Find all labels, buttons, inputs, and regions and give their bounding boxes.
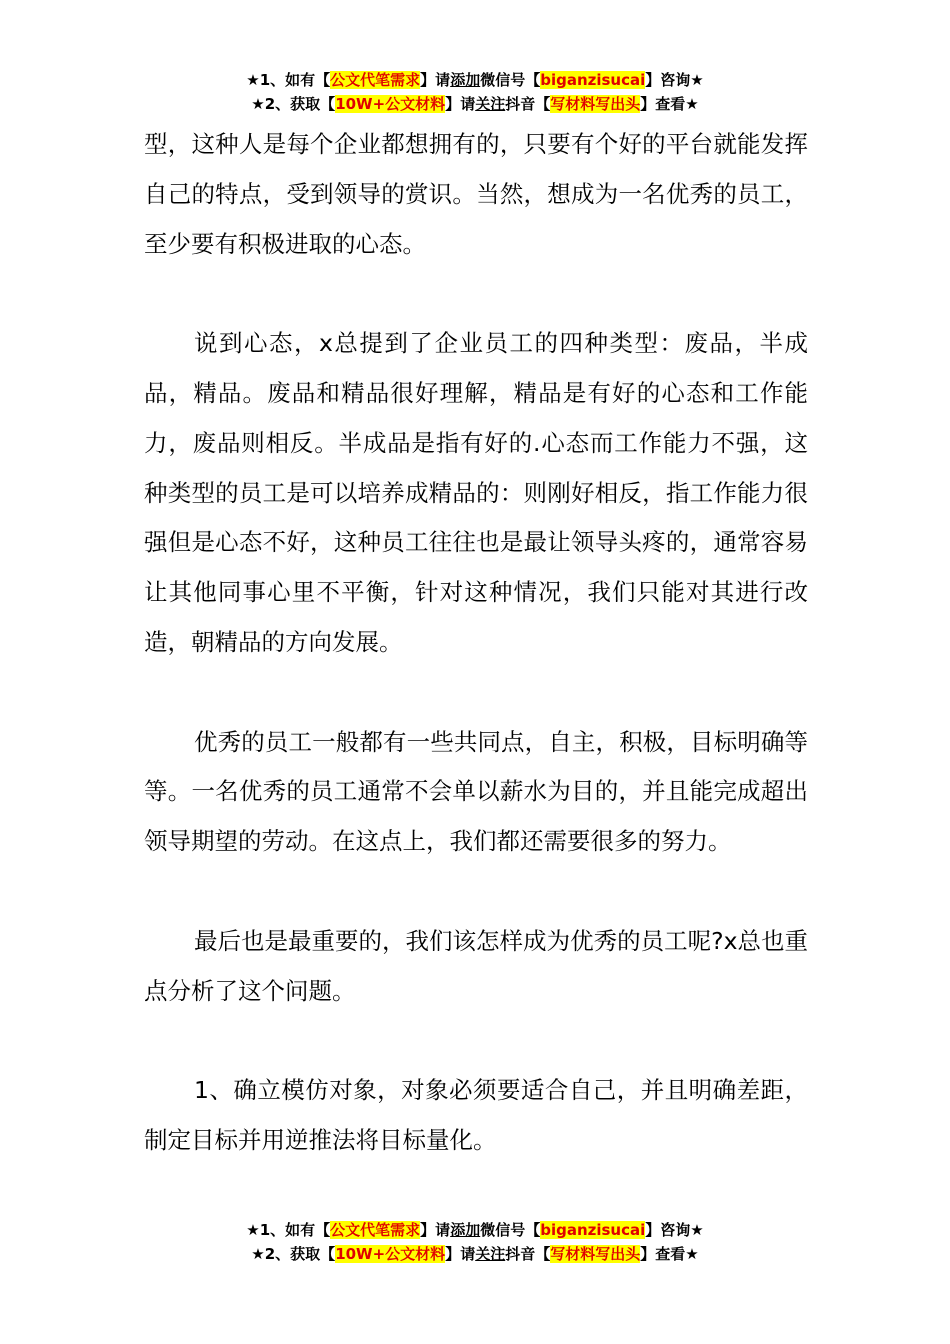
banner-line1-mid2: 微信号【 [480, 1221, 541, 1239]
banner-line-2 [0, 92, 950, 116]
banner-line2-mid2: 抖音【 [505, 95, 551, 113]
banner-line-1 [0, 1218, 950, 1242]
banner-highlight-service: 公文代笔需求 [330, 71, 421, 89]
paragraph-gap [144, 1016, 808, 1066]
document-body [144, 120, 808, 1166]
banner-line-2 [0, 1242, 950, 1266]
banner-highlight-service: 公文代笔需求 [330, 1221, 421, 1239]
footer-banner [0, 1218, 950, 1266]
banner-line1-mid1: 】请 [420, 71, 451, 89]
banner-line1-suffix: 】咨询★ [645, 1221, 704, 1239]
banner-line2-suffix: 】查看★ [640, 95, 699, 113]
paragraph-4: 最后也是最重要的，我们该怎样成为优秀的员工呢?x总也重点分析了这个问题。 [144, 926, 808, 1005]
paragraph-3: 优秀的员工一般都有一些共同点，自主，积极，目标明确等等。一名优秀的员工通常不会单以薪水为目的，并且能完成超出领导期望的劳动。在这点上，我们都还需要很多的努力。 [144, 727, 808, 856]
banner-line1-mid2: 微信号【 [480, 71, 541, 89]
banner-highlight-wechat: biganzisucai [540, 1221, 646, 1239]
banner-underlined-add: 添加 [450, 1221, 481, 1239]
paragraph-gap [144, 269, 808, 319]
paragraph-gap [144, 668, 808, 718]
paragraph-1: 型，这种人是每个企业都想拥有的，只要有个好的平台就能发挥自己的特点，受到领导的赏识。当然，想成为一名优秀的员工，至少要有积极进取的心态。 [144, 130, 808, 258]
banner-line-1 [0, 68, 950, 92]
banner-line2-prefix: ★2、获取【 [251, 1245, 336, 1263]
header-banner [0, 68, 950, 116]
banner-underlined-follow: 关注 [475, 1245, 506, 1263]
banner-line2-suffix: 】查看★ [640, 1245, 699, 1263]
banner-highlight-douyin: 写材料写出头 [550, 1245, 641, 1263]
banner-underlined-follow: 关注 [475, 95, 506, 113]
banner-line1-prefix: ★1、如有【 [246, 71, 331, 89]
banner-line2-prefix: ★2、获取【 [251, 95, 336, 113]
banner-line2-mid2: 抖音【 [505, 1245, 551, 1263]
banner-line1-suffix: 】咨询★ [645, 71, 704, 89]
banner-line2-mid1: 】请 [445, 95, 476, 113]
banner-line1-prefix: ★1、如有【 [246, 1221, 331, 1239]
paragraph-2: 说到心态，x总提到了企业员工的四种类型：废品，半成品，精品。废品和精品很好理解，精品是有好的心态和工作能力，废品则相反。半成品是指有好的.心态而工作能力不强，这种类型的员工是可以培养成精品的：则刚好相反，指工作能力很强但是心态不好，这种员工往往也是最让领导头疼的，通常容易让其他同事心里不平衡，针对这种情况，我们只能对其进行改造，朝精品的方向发展。 [144, 329, 808, 656]
banner-underlined-add: 添加 [450, 71, 481, 89]
banner-line1-mid1: 】请 [420, 1221, 451, 1239]
banner-highlight-douyin: 写材料写出头 [550, 95, 641, 113]
banner-line2-mid1: 】请 [445, 1245, 476, 1263]
paragraph-5: 1、确立模仿对象，对象必须要适合自己，并且明确差距，制定目标并用逆推法将目标量化。 [144, 1076, 808, 1154]
banner-highlight-materials: 10W+公文材料 [335, 95, 446, 113]
banner-highlight-wechat: biganzisucai [540, 71, 646, 89]
banner-highlight-materials: 10W+公文材料 [335, 1245, 446, 1263]
paragraph-gap [144, 867, 808, 917]
